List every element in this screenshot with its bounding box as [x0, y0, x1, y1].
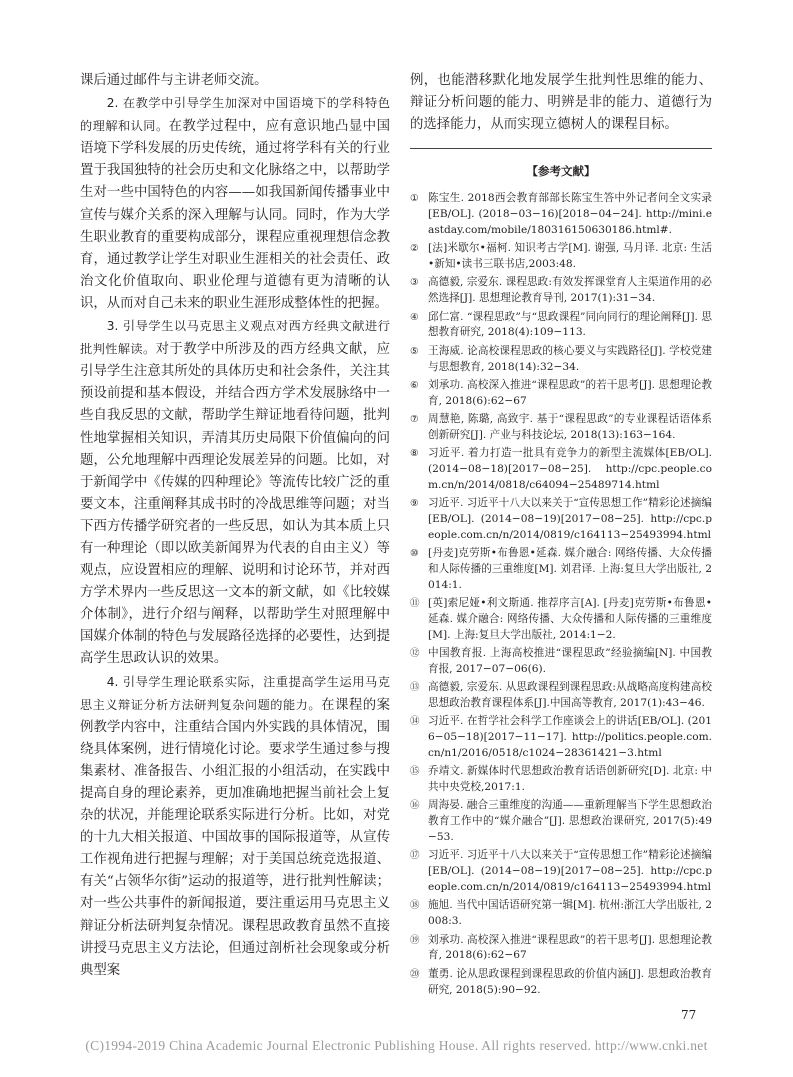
reference-number: ⑥	[410, 379, 419, 391]
reference-text: 习近平. 习近平十八大以来关于“宣传思想工作”精彩论述摘编[EB/OL]. (2014−08−19)[2017−08−25]. http://cpc.people.com.cn/n/2014/0819/c164113−25493994.html	[428, 849, 712, 894]
reference-text: 施旭. 当代中国话语研究第一辑[M]. 杭州:浙江大学出版社, 2008:3.	[428, 899, 712, 928]
reference-text: 周海晏. 融合三重维度的沟通——重新理解当下学生思想政治教育工作中的“媒介融合”[J]. 思想政治课研究, 2017(5):49−53.	[428, 799, 712, 844]
reference-number: ⑩	[410, 547, 419, 559]
reference-item	[410, 646, 712, 678]
left-column	[80, 70, 390, 982]
reference-text: 习近平. 在哲学社会科学工作座谈会上的讲话[EB/OL]. (2016−05−18)[2017−11−17]. http://politics.people.com.cn/n1/2016/0518/c1024−28361421−3.html	[428, 715, 712, 760]
section-3-body: 对于教学中所涉及的西方经典文献，应引导学生注意其所处的具体历史和社会条件，关注其预设前提和基本假设，并结合西方学术发展脉络中一些自我反思的文献，帮助学生辩证地看待问题，批判性地掌握相关知识，弄清其历史局限下价值偏向的问题，公允地理解中西理论发展差异的问题。比如，对于新闻学中《传媒的四种理论》等流传比较广泛的重要文本，注重阐释其成书时的冷战思维等问题；对当下西方传播学研究者的一些反思，如认为其本质上只有一种理论（即以欧美新闻界为代表的自由主义）等观点，应设置相应的理解、说明和讨论环节，并对西方学术界内一些反思这一文本的新文献，如《比较媒介体制》，进行介绍与阐释，以帮助学生对照理解中国媒介体制的特色与发展路径选择的必要性，达到提高学生思政认识的效果。	[80, 342, 391, 667]
reference-number: ⑳	[410, 968, 420, 980]
reference-text: 王海威. 论高校课程思政的核心要义与实践路径[J]. 学校党建与思想教育, 2018(14):32−34.	[428, 344, 712, 373]
reference-number: ⑪	[410, 598, 420, 609]
paragraph-continuation-right: 例，也能潜移默化地发展学生批判性思维的能力、辩证分析问题的能力、明辨是非的能力、道德行为的选择能力，从而实现立德树人的课程目标。	[410, 73, 712, 133]
reference-text: [丹麦]克劳斯•布鲁恩•延森. 媒介融合: 网络传播、大众传播和人际传播的三重维度[M]. 刘君译. 上海:复旦大学出版社, 2014:1.	[428, 546, 712, 591]
page-number: 77	[681, 1008, 697, 1022]
copyright-footer: (C)1994-2019 China Academic Journal Electronic Publishing House. All rights reserved. http://www.cnki.net	[85, 1038, 708, 1053]
right-column	[410, 70, 712, 1001]
reference-number: ⑮	[410, 766, 420, 778]
reference-number: ⑰	[410, 850, 420, 862]
reference-item	[410, 546, 712, 594]
paragraph-continuation: 课后通过邮件与主讲老师交流。	[80, 73, 268, 88]
reference-number: ⑨	[410, 497, 419, 509]
reference-text: 高德毅, 宗爱东. 从思政课程到课程思政:从战略高度构建高校思想政治教育课程体系[J].中国高等教育, 2017(1):43−46.	[428, 681, 712, 710]
reference-text: [法]米歇尔•福柯. 知识考古学[M]. 谢强, 马月译. 北京: 生活•新知•读书三联书店,2003:48.	[428, 242, 712, 271]
reference-text: 中国教育报. 上海高校推进“课程思政”经验摘编[N]. 中国教育报, 2017−07−06(6).	[428, 647, 712, 675]
reference-item	[410, 967, 712, 999]
reference-item	[410, 764, 712, 796]
reference-number: ⑱	[410, 900, 420, 912]
reference-text: [英]索尼娅•利文斯通. 推荐序言[A]. [丹麦]克劳斯•布鲁恩•延森. 媒介融合: 网络传播、大众传播和人际传播的三重维度[M]. 上海:复旦大学出版社, 2014:1−2.	[428, 597, 712, 641]
section-4-heading: 4. 引导学生理论联系实际，注重提高学生运用马克思主义辩证分析方法研判复杂问题的能力。	[80, 674, 390, 712]
reference-item	[410, 241, 712, 273]
reference-item	[410, 596, 712, 644]
references-list	[410, 191, 712, 998]
reference-item	[410, 898, 712, 930]
reference-number: ⑫	[410, 648, 420, 660]
reference-item	[410, 378, 712, 410]
section-2-heading: 2. 在教学中引导学生加深对中国语境下的学科特色的理解和认同。	[80, 96, 390, 134]
section-4-body: 在课程的案例教学内容中，注重结合国内外实践的具体情况，围绕具体案例，进行情境化讨论。要求学生通过参与搜集素材、准备报告、小组汇报的小组活动，在实践中提高自身的理论素养，更加准确地把握当前社会上复杂的状况，并能理论联系实际进行分析。比如，对党的十九大相关报道、中国故事的国际报道等，从宣传工作视角进行把握与理解；对于美国总统竞选报道、有关“占领华尔街”运动的报道等，进行批判性解读；对一些公共事件的新闻报道，要注重运用马克思主义辩证分析法研判复杂情况。课程思政教育虽然不直接讲授马克思主义方法论，但通过剖析社会现象或分析典型案	[80, 697, 391, 978]
section-3-paragraph	[80, 315, 390, 671]
references-heading: 【参考文献】	[526, 164, 596, 179]
reference-number: ⑬	[410, 682, 420, 694]
section-3-heading: 3. 引导学生以马克思主义观点对西方经典文献进行批判性解读。	[80, 319, 390, 357]
reference-item	[410, 680, 712, 712]
reference-item	[410, 191, 712, 239]
reference-item	[410, 848, 712, 896]
reference-text: 董勇. 论从思政课程到课程思政的价值内涵[J]. 思想政治教育研究, 2018(5):90−92.	[428, 967, 712, 996]
reference-item	[410, 496, 712, 544]
reference-item	[410, 714, 712, 762]
reference-number: ④	[410, 311, 419, 323]
reference-item	[410, 798, 712, 846]
reference-item	[410, 344, 712, 376]
reference-text: 刘承功. 高校深入推进“课程思政”的若干思考[J]. 思想理论教育, 2018(6):62−67	[428, 933, 712, 962]
reference-text: 陈宝生. 2018西会教育部部长陈宝生答中外记者问全文实录[EB/OL]. (2018−03−16)[2018−04−24]. http://mini.eastday.com/mobile/180316150630186.html#.	[428, 192, 712, 237]
reference-item	[410, 310, 712, 342]
reference-number: ⑧	[410, 447, 419, 459]
reference-number: ②	[410, 243, 419, 255]
reference-number: ⑲	[410, 934, 420, 946]
reference-item	[410, 275, 712, 307]
reference-item	[410, 933, 712, 965]
reference-text: 习近平. 习近平十八大以来关于“宣传思想工作”精彩论述摘编[EB/OL]. (2014−08−19)[2017−08−25]. http://cpc.people.com.cn/n/2014/0819/c164113−25493994.html	[428, 496, 712, 541]
reference-item	[410, 412, 712, 444]
reference-text: 习近平. 着力打造一批具有竞争力的新型主流媒体[EB/OL]. (2014−08−18)[2017−08−25]. http://cpc.people.com.cn/n/2014/0818/c64094−25489714.html	[428, 446, 712, 491]
reference-text: 乔靖文. 新媒体时代思想政治教育话语创新研究[D]. 北京: 中共中央党校,2017:1.	[428, 765, 712, 794]
section-divider	[410, 148, 712, 149]
reference-number: ⑦	[410, 413, 419, 425]
reference-number: ⑭	[410, 716, 420, 728]
reference-number: ①	[410, 193, 419, 205]
reference-number: ⑯	[410, 800, 420, 812]
reference-text: 刘承功. 高校深入推进“课程思政”的若干思考[J]. 思想理论教育, 2018(6):62−67	[428, 378, 712, 407]
section-4-paragraph	[80, 671, 390, 982]
reference-number: ⑤	[410, 345, 419, 357]
reference-text: 高德毅, 宗爱东. 课程思政:有效发挥课堂育人主渠道作用的必然选择[J]. 思想理论教育导刊, 2017(1):31−34.	[428, 276, 712, 305]
section-2-paragraph	[80, 92, 390, 315]
section-2-body: 在教学过程中，应有意识地凸显中国语境下学科发展的历史传统，通过将学科有关的行业置于我国独特的社会历史和文化脉络之中，以帮助学生对一些中国特色的内容——如我国新闻传播事业中宣传与媒介关系的深入理解与认同。同时，作为大学生职业教育的重要构成部分，课程应重视理想信念教育，通过教学让学生对职业生涯相关的社会责任、政治文化价值取向、职业伦理与道德有更为清晰的认识，从而对自己未来的职业生涯形成整体性的把握。	[80, 119, 391, 311]
reference-number: ③	[410, 277, 419, 289]
reference-text: 周慧艳, 陈璐, 高致宇. 基于“课程思政”的专业课程话语体系创新研究[J]. 产业与科技论坛, 2018(13):163−164.	[428, 412, 712, 441]
reference-item	[410, 446, 712, 494]
reference-text: 邱仁富. “课程思政”与“思政课程”同向同行的理论阐释[J]. 思想教育研究, 2018(4):109−113.	[428, 310, 712, 339]
